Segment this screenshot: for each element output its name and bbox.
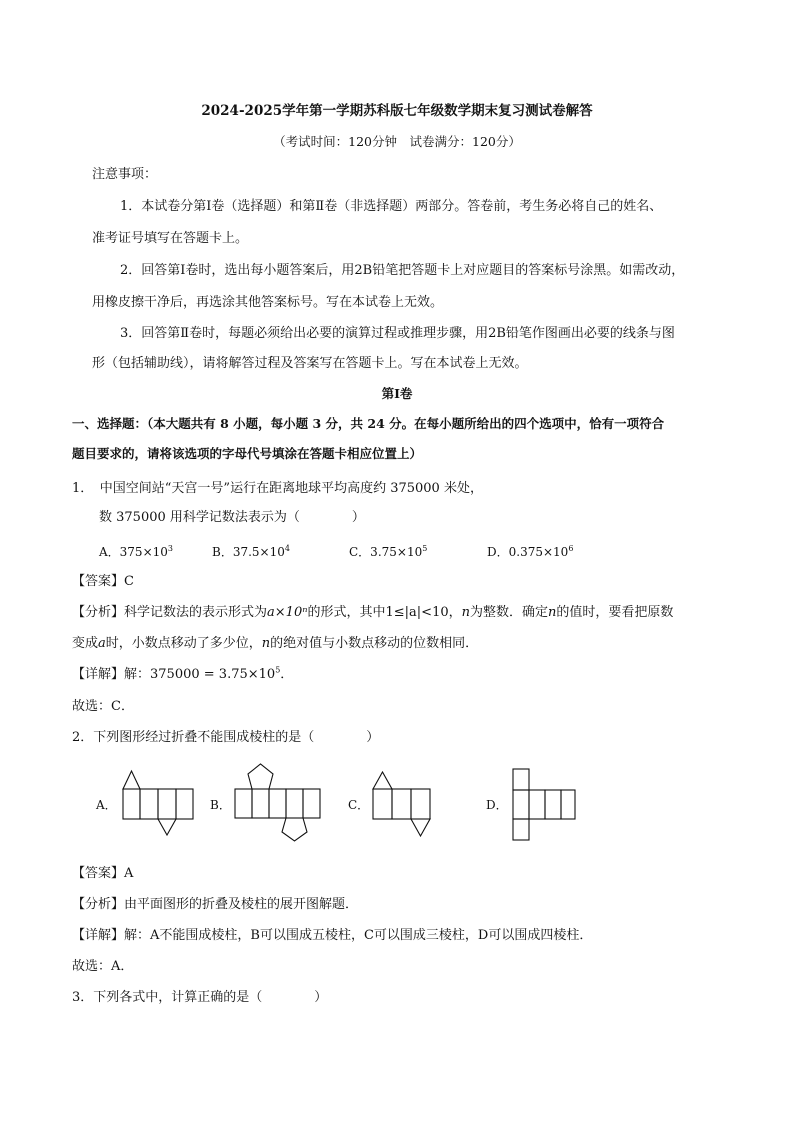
q2-detail-tag: 【详解】 [72, 928, 125, 943]
q2-net-figure-b [230, 760, 330, 842]
q1-analysis-var-n: n [461, 605, 470, 620]
q1-analysis-text-3: 为整数．确定 [469, 605, 548, 620]
note-2-line-1: 2．回答第Ⅰ卷时，选出每小题答案后，用2B铅笔把答题卡上对应题目的答案标号涂黑。如需改动， [120, 263, 685, 278]
q1-analysis-text-7: 的绝对值与小数点移动的位数相同． [270, 636, 479, 651]
q2-option-b-label: B． [210, 798, 231, 812]
q1-analysis-tag: 【分析】 [72, 605, 125, 620]
q1-option-d [487, 543, 573, 560]
q2-stem: 2．下列图形经过折叠不能围成棱柱的是（ ） [72, 730, 380, 745]
q1-option-b-exponent: 4 [284, 544, 290, 553]
q2-option-d-label: D． [486, 798, 508, 812]
section-intro-line-1: 一、选择题：（本大题共有 8 小题，每小题 3 分，共 24 分。在每小题所给出的四个选项中，恰有一项符合 [72, 416, 665, 431]
note-1-line-2: 准考证号填写在答题卡上。 [92, 231, 249, 246]
q1-option-a-exponent: 3 [167, 544, 173, 553]
q1-choice: 故选：C． [72, 699, 134, 714]
q1-option-c-exponent: 5 [422, 544, 428, 553]
q1-option-a [99, 543, 173, 560]
q1-analysis-text-5: 变成 [72, 636, 99, 651]
q2-analysis [72, 898, 358, 911]
q2-option-a-label: A． [96, 798, 117, 812]
q1-answer: 【答案】C [72, 574, 134, 589]
q1-analysis-var-a: a [98, 636, 106, 651]
q3-stem: 3．下列各式中，计算正确的是（ ） [72, 990, 328, 1005]
q1-option-c-text: C．3.75×10 [349, 545, 423, 559]
q1-stem-line-1: 1． 中国空间站“天宫一号”运行在距离地球平均高度约 375000 米处， [72, 481, 483, 496]
note-3-line-1: 3．回答第Ⅱ卷时，每题必须给出必要的演算过程或推理步骤，用2B铅笔作图画出必要的线条与图 [120, 326, 675, 341]
q1-option-b-text: B．37.5×10 [212, 545, 285, 559]
q1-analysis-text-6: 时，小数点移动了多少位， [105, 636, 262, 651]
q2-analysis-text: 由平面图形的折叠及棱柱的展开图解题． [124, 897, 359, 912]
q1-analysis-line-1 [72, 606, 673, 619]
q1-analysis-text-4: 的值时，要看把原数 [556, 605, 674, 620]
q1-option-c [349, 543, 427, 560]
q1-detail-end: ． [280, 667, 294, 682]
q1-detail-text: 解：375000 = 3.75×10 [124, 667, 276, 682]
q1-analysis-var-n: n [261, 636, 271, 651]
section-label: 第Ⅰ卷 [381, 386, 413, 401]
section-intro-line-2: 题目要求的，请将该选项的字母代号填涂在答题卡相应位置上） [72, 446, 423, 461]
q1-detail-tag: 【详解】 [72, 667, 125, 682]
q2-answer: 【答案】A [72, 866, 134, 881]
exam-info: （考试时间：120分钟 试卷满分：120分） [273, 134, 521, 149]
q2-detail-text: 解：A不能围成棱柱，B可以围成五棱柱，C可以围成三棱柱，D可以围成四棱柱． [124, 928, 593, 943]
q2-net-figure-d [508, 764, 580, 846]
note-2-line-2: 用橡皮擦干净后，再选涂其他答案标号。写在本试卷上无效。 [92, 295, 444, 310]
q1-analysis-line-2 [72, 637, 478, 650]
note-1-line-1: 1．本试卷分第Ⅰ卷（选择题）和第Ⅱ卷（非选择题）两部分。答卷前，考生务必将自己的姓名、 [120, 199, 663, 214]
q2-option-c-label: C． [348, 798, 370, 812]
q2-net-figure-c [368, 760, 440, 840]
notes-heading: 注意事项： [92, 167, 158, 182]
q1-option-d-text: D．0.375×10 [487, 545, 569, 559]
q1-detail-exponent: 5 [275, 665, 281, 675]
note-3-line-2: 形（包括辅助线），请将解答过程及答案写在答题卡上。写在本试卷上无效。 [92, 356, 528, 371]
q1-option-a-text: A．375×10 [99, 545, 168, 559]
q2-detail [72, 929, 592, 942]
q1-analysis-var-n: n [548, 605, 557, 620]
q1-stem-line-2: 数 375000 用科学记数法表示为（ ） [99, 510, 365, 525]
q1-analysis-text-1: 科学记数法的表示形式为 [124, 605, 268, 620]
q2-analysis-tag: 【分析】 [72, 897, 125, 912]
q1-detail [72, 665, 294, 682]
q1-option-d-exponent: 6 [568, 544, 574, 553]
page-title: 2024-2025学年第一学期苏科版七年级数学期末复习测试卷解答 [201, 103, 593, 119]
q2-choice: 故选：A． [72, 959, 134, 974]
q1-option-b [212, 543, 290, 560]
q2-net-figure-a [118, 760, 198, 840]
q1-analysis-formula: a×10ⁿ [267, 605, 308, 620]
q1-analysis-text-2: 的形式，其中1≤|a|<10， [307, 605, 462, 620]
